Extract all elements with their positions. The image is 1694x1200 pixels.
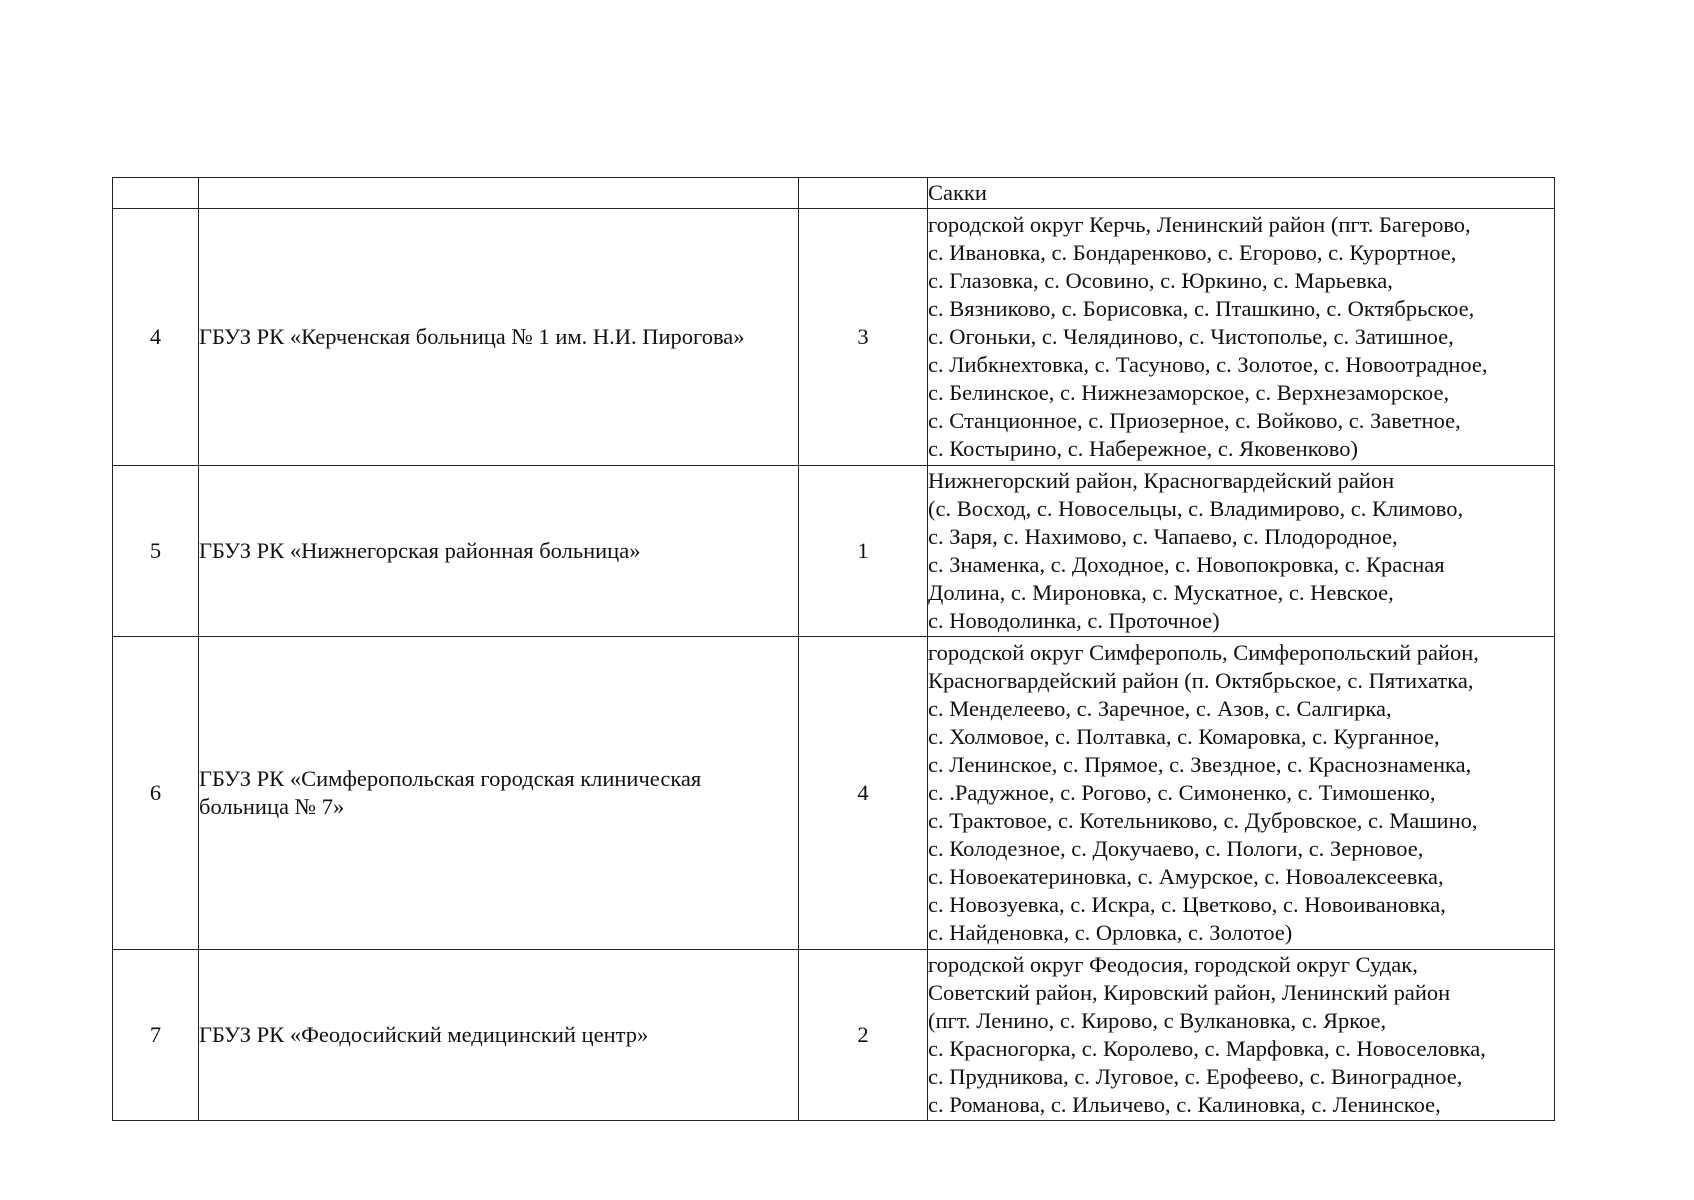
service-area-line: с. Найденовка, с. Орловка, с. Золотое) <box>928 920 1293 945</box>
service-area <box>928 209 1555 466</box>
table-row <box>113 178 1555 209</box>
quantity: 2 <box>799 950 928 1121</box>
service-area-line: с. Огоньки, с. Челядиново, с. Чистополье, с. Затишное, <box>928 324 1454 349</box>
service-area-line: с. Менделеево, с. Заречное, с. Азов, с. Салгирка, <box>928 696 1392 721</box>
organization-name <box>199 178 799 209</box>
service-area-line: с. Костырино, с. Набережное, с. Яковенково) <box>928 436 1358 461</box>
organization-name: ГБУЗ РК «Керченская больница № 1 им. Н.И. Пирогова» <box>199 209 799 466</box>
row-number: 4 <box>113 209 199 466</box>
organization-name <box>199 637 799 950</box>
service-area-line: с. Либкнехтовка, с. Тасуново, с. Золотое, с. Новоотрадное, <box>928 352 1488 377</box>
quantity: 4 <box>799 637 928 950</box>
service-area-line: с. Вязниково, с. Борисовка, с. Пташкино, с. Октябрьское, <box>928 296 1475 321</box>
table-row <box>113 209 1555 466</box>
service-area-line: с. Ивановка, с. Бондаренково, с. Егорово, с. Курортное, <box>928 240 1457 265</box>
service-area-line: (с. Восход, с. Новосельцы, с. Владимирово, с. Климово, <box>928 496 1464 521</box>
service-area-line: с. .Радужное, с. Рогово, с. Симоненко, с. Тимошенко, <box>928 780 1436 805</box>
quantity: 1 <box>799 466 928 637</box>
organization-name-line: больница № 7» <box>199 794 345 819</box>
service-area-line: с. Холмовое, с. Полтавка, с. Комаровка, с. Курганное, <box>928 724 1440 749</box>
organization-name-line: ГБУЗ РК «Симферопольская городская клиническая <box>199 766 702 791</box>
service-area-line: с. Белинское, с. Нижнезаморское, с. Верхнезаморское, <box>928 380 1450 405</box>
service-area-line: Советский район, Кировский район, Ленинский район <box>928 980 1451 1005</box>
service-area-line: городской округ Керчь, Ленинский район (пгт. Багерово, <box>928 212 1471 237</box>
service-area-line: с. Глазовка, с. Осовино, с. Юркино, с. Марьевка, <box>928 268 1393 293</box>
service-area-line: городской округ Феодосия, городской округ Судак, <box>928 952 1418 977</box>
service-area-line: (пгт. Ленино, с. Кирово, с Вулкановка, с. Яркое, <box>928 1008 1387 1033</box>
hospital-assignment-table <box>112 177 1555 1121</box>
service-area <box>928 637 1555 950</box>
row-number: 5 <box>113 466 199 637</box>
service-area-line: с. Прудникова, с. Луговое, с. Ерофеево, с. Виноградное, <box>928 1064 1463 1089</box>
row-number: 7 <box>113 950 199 1121</box>
service-area-line: городской округ Симферополь, Симферопольский район, <box>928 640 1479 665</box>
table-row <box>113 637 1555 950</box>
service-area-line: Сакки <box>928 180 987 205</box>
service-area-line: с. Новодолинка, с. Проточное) <box>928 608 1220 633</box>
quantity: 3 <box>799 209 928 466</box>
service-area-line: с. Романова, с. Ильичево, с. Калиновка, с. Ленинское, <box>928 1092 1441 1117</box>
service-area-line: с. Колодезное, с. Докучаево, с. Пологи, с. Зерновое, <box>928 836 1424 861</box>
service-area-line: с. Красногорка, с. Королево, с. Марфовка, с. Новоселовка, <box>928 1036 1486 1061</box>
service-area <box>928 178 1555 209</box>
service-area <box>928 950 1555 1121</box>
service-area-line: с. Заря, с. Нахимово, с. Чапаево, с. Плодородное, <box>928 524 1398 549</box>
service-area-line: с. Станционное, с. Приозерное, с. Войково, с. Заветное, <box>928 408 1461 433</box>
organization-name: ГБУЗ РК «Феодосийский медицинский центр» <box>199 950 799 1121</box>
service-area-line: Долина, с. Мироновка, с. Мускатное, с. Невское, <box>928 580 1394 605</box>
service-area-line: с. Трактовое, с. Котельниково, с. Дубровское, с. Машино, <box>928 808 1478 833</box>
organization-name: ГБУЗ РК «Нижнегорская районная больница» <box>199 466 799 637</box>
service-area-line: Нижнегорский район, Красногвардейский район <box>928 468 1395 493</box>
service-area-line: с. Новоекатериновка, с. Амурское, с. Новоалексеевка, <box>928 864 1444 889</box>
service-area-line: Красногвардейский район (п. Октябрьское, с. Пятихатка, <box>928 668 1474 693</box>
row-number: 6 <box>113 637 199 950</box>
service-area <box>928 466 1555 637</box>
service-area-line: с. Новозуевка, с. Искра, с. Цветково, с. Новоивановка, <box>928 892 1446 917</box>
service-area-line: с. Знаменка, с. Доходное, с. Новопокровка, с. Красная <box>928 552 1445 577</box>
quantity <box>799 178 928 209</box>
service-area-line: с. Ленинское, с. Прямое, с. Звездное, с. Краснознаменка, <box>928 752 1472 777</box>
table-row <box>113 950 1555 1121</box>
table-row <box>113 466 1555 637</box>
row-number <box>113 178 199 209</box>
